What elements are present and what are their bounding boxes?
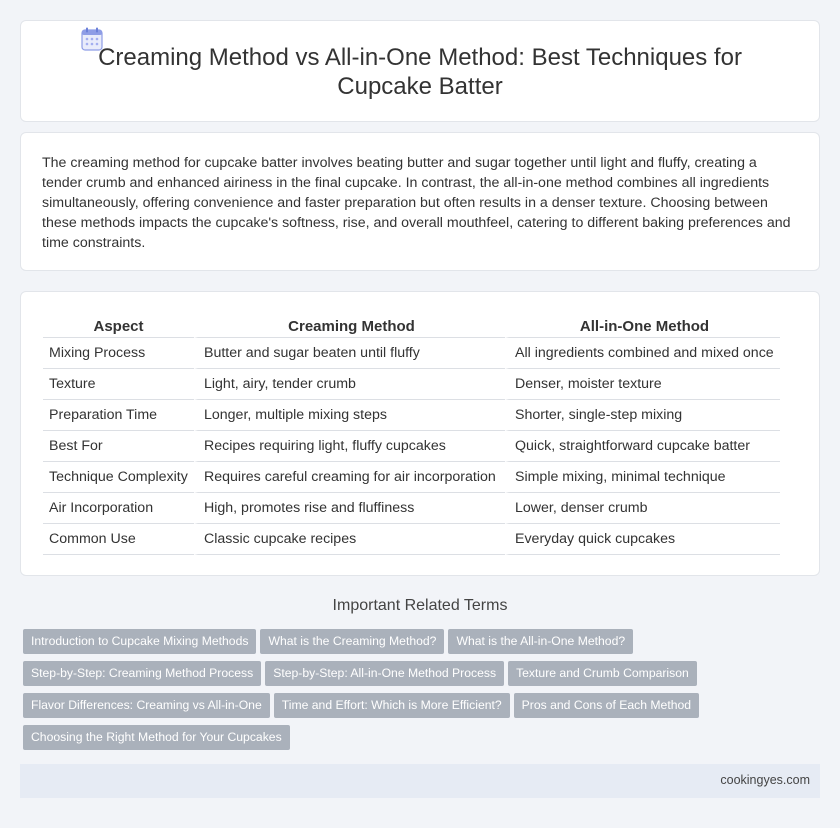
- table-cell: Everyday quick cupcakes: [505, 524, 780, 555]
- table-cell: Best For: [43, 431, 194, 462]
- related-term-tag[interactable]: Step-by-Step: Creaming Method Process: [23, 661, 261, 686]
- table-cell: Denser, moister texture: [505, 369, 780, 400]
- table-cell: Lower, denser crumb: [505, 493, 780, 524]
- footer: [20, 764, 820, 798]
- related-term-tag[interactable]: Introduction to Cupcake Mixing Methods: [23, 629, 256, 654]
- table-cell: Common Use: [43, 524, 194, 555]
- related-term-tag[interactable]: Pros and Cons of Each Method: [514, 693, 699, 718]
- table-header-row: [43, 316, 780, 338]
- footer-site-link[interactable]: cookingyes.com: [720, 773, 810, 787]
- related-term-tag[interactable]: What is the All-in-One Method?: [448, 629, 633, 654]
- related-terms-list: [23, 629, 803, 757]
- page-title: Creaming Method vs All-in-One Method: Best Techniques for Cupcake Batter: [98, 44, 742, 100]
- table-cell: Requires careful creaming for air incorporation: [194, 462, 505, 493]
- table-row: [43, 462, 780, 493]
- table-cell: Preparation Time: [43, 400, 194, 431]
- table-cell: Quick, straightforward cupcake batter: [505, 431, 780, 462]
- table-row: [43, 400, 780, 431]
- related-term-tag[interactable]: Choosing the Right Method for Your Cupcakes: [23, 725, 290, 750]
- related-term-tag[interactable]: Flavor Differences: Creaming vs All-in-One: [23, 693, 270, 718]
- table-cell: Air Incorporation: [43, 493, 194, 524]
- related-term-tag[interactable]: Time and Effort: Which is More Efficient?: [274, 693, 510, 718]
- table-cell: Texture: [43, 369, 194, 400]
- column-header-creaming: Creaming Method: [194, 316, 505, 338]
- related-term-tag[interactable]: What is the Creaming Method?: [260, 629, 444, 654]
- related-term-tag[interactable]: Step-by-Step: All-in-One Method Process: [265, 661, 504, 686]
- table-cell: All ingredients combined and mixed once: [505, 338, 780, 369]
- table-cell: Simple mixing, minimal technique: [505, 462, 780, 493]
- table-cell: High, promotes rise and fluffiness: [194, 493, 505, 524]
- comparison-card: [20, 291, 820, 576]
- related-term-tag[interactable]: Texture and Crumb Comparison: [508, 661, 697, 686]
- table-row: [43, 493, 780, 524]
- table-cell: Longer, multiple mixing steps: [194, 400, 505, 431]
- table-row: [43, 369, 780, 400]
- column-header-all-in-one: All-in-One Method: [505, 316, 780, 338]
- intro-card: [20, 132, 820, 271]
- table-cell: Butter and sugar beaten until fluffy: [194, 338, 505, 369]
- table-row: [43, 431, 780, 462]
- table-cell: Classic cupcake recipes: [194, 524, 505, 555]
- table-cell: Technique Complexity: [43, 462, 194, 493]
- related-terms-heading: Important Related Terms: [332, 597, 508, 614]
- comparison-table: [43, 316, 780, 555]
- header-card: [20, 20, 820, 122]
- column-header-aspect: Aspect: [43, 316, 194, 338]
- table-cell: Recipes requiring light, fluffy cupcakes: [194, 431, 505, 462]
- table-row: [43, 524, 780, 555]
- table-cell: Shorter, single-step mixing: [505, 400, 780, 431]
- intro-paragraph: The creaming method for cupcake batter involves beating butter and sugar together until light and fluffy, creating a tender crumb and enhanced airiness in the final cupcake. In contrast, the all-in-one method combines all ingredients simultaneously, offering convenience and faster preparation but often results in a denser texture. Choosing between these methods impacts the cupcake's softness, rise, and overall mouthfeel, catering to different baking preferences and time constraints.: [42, 155, 791, 251]
- table-row: [43, 338, 780, 369]
- table-cell: Mixing Process: [43, 338, 194, 369]
- table-cell: Light, airy, tender crumb: [194, 369, 505, 400]
